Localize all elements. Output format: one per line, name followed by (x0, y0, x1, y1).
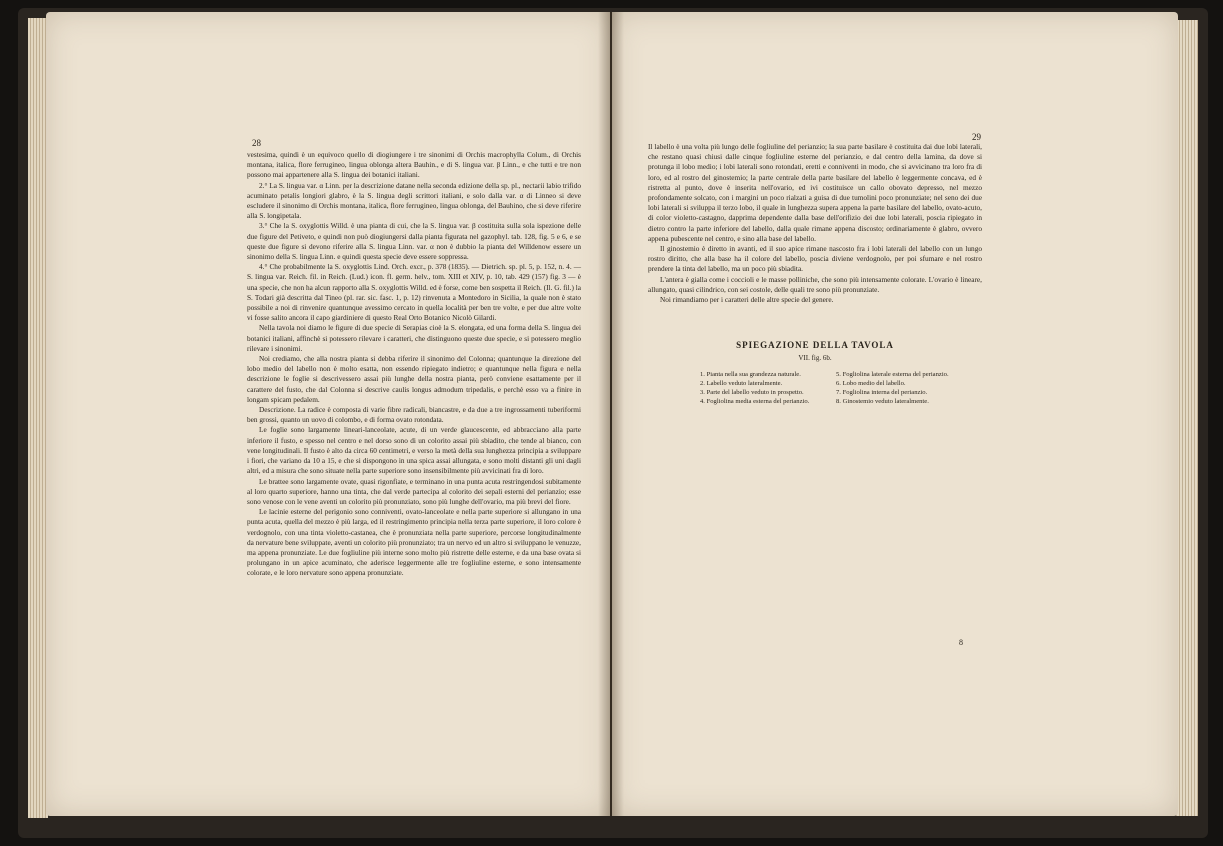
legend-item: 7. Fogliolina interna del perianzio. (836, 389, 928, 396)
right-page-edges (1176, 20, 1198, 816)
paragraph: L'antera è gialla come i coccioli e le masse polliniche, che sono più intensamente colorate. L'ovario è lineare, allungato, quasi cilindrico, con sei costole, delle quali tre sono più pronunziate. (648, 274, 982, 294)
paragraph: Le brattee sono largamente ovate, quasi rigonfiate, e terminano in una punta acuta restringendosi subitamente al loro quarto superiore, hanno una tinta, che dal verde partecipa al colorito dei sepali esterni del perianzio; esse sono venose con le vene aventi un colorito più pronunziato, sono più lunghe dell'ovario, ma più brevi del fiore. (247, 476, 581, 506)
left-page-number: 28 (252, 138, 261, 148)
right-page-number: 29 (972, 132, 981, 142)
paragraph: Noi crediamo, che alla nostra pianta si debba riferire il sinonimo del Colonna; quantunque la direzione del lobo medio del labello non è molto esatta, non essendo ripiegato indietro; e quantunque nella figura e nella descrizione le foglie si descrivessero assai più lunghe della nostra pianta, però conviene esattamente per il carattere del fusto, che dal Colonna si descrive caulis longus admodum tripedalis, e perchè esso va a finire in longam spicam pedalem. (247, 354, 581, 404)
left-page (46, 12, 610, 816)
signature-mark: 8 (959, 638, 963, 647)
book-gutter (598, 12, 624, 816)
paragraph: 3.° Che la S. oxyglottis Willd. è una pianta di cui, che la S. lingua var. β costituita sulla sola ispezione delle due figure del Petiveto, e quindi non può diogiungersi dalla pianta figurata nel gazophyl. tab. 128, fig. 5 e 6, e se queste due figure si devono riferire alla S. lingua Linn. var. α non è dubbio la pianta del Willdenow essere un sinonimo della S. lingua Linn. e quindi questa specie deve essere soppressa. (247, 221, 581, 262)
left-page-edges (28, 18, 48, 818)
plate-explanation (648, 340, 982, 410)
legend-item: 3. Parte del labello veduto in prospetto. (700, 389, 804, 396)
paragraph: 2.° La S. lingua var. α Linn. per la descrizione datane nella seconda edizione della sp. pl., nectarii labio trifido acuminato petalis longiori glabro, è la S. lingua degli scrittori italiani, e solo dalla var. α di Linneo si deve escludere il sinonimo di Orchis montana, italica, flore ferrugineo, lingua oblonga, del Bauhino, che si deve riferire alla S. longipetala. (247, 180, 581, 221)
paragraph: 4.° Che probabilmente la S. oxyglottis Lind. Orch. excr., p. 378 (1835). — Dietrich. sp. pl. 5, p. 152, n. 4. — S. lingua var. Reich. fil. in Reich. (Lud.) icon. fl. germ. helv., tom. XIII et XIV, p. 10, tab. 429 (157) fig. 3 — è una specie, che non ha alcun rapporto alla S. oxyglottis Willd. ed è forse, come ben sospetta il Reich. (Il. G. fil.) la S. Todari già descritta dal Tineo (pl. rar. sic. fasc. 1, p. 12) rinvenuta a Montedoro in Sicilia, la quale non è stato possibile a noi di rinvenire quantunque avessimo cercato in quella località per ben tre volte, e per due altre volte vi fosse salito ancora il capo giardiniere di questo Real Orto Botanico Nicolò Gilardi. (247, 262, 581, 323)
legend-item: 5. Fogliolina laterale esterna del perianzio. (836, 371, 949, 378)
paragraph: Descrizione. La radice è composta di varie fibre radicali, biancastre, e da due a tre ingrossamenti tuberiformi ben grossi, quanto un uovo di colombo, e di forma ovato rotondata. (247, 405, 581, 425)
plate-subheading: VII. fig. 6b. (798, 354, 832, 362)
paragraph: Noi rimandiamo per i caratteri delle altre specie del genere. (660, 295, 834, 305)
left-page-body (247, 150, 581, 579)
paragraph: vestesima, quindi è un equivoco quello di diogiungere i tre sinonimi di Orchis macrophylla Colum., di Orchis montana, italica, flore ferrugineo, lingua oblonga altera Bauhin., e di S. lingua var. β Linn., e che tutti e tre non possono mai appartenere alla S. lingua dei botanici italiani. (247, 150, 581, 180)
paragraph: Il labello è una volta più lungo delle fogliuline del perianzio; la sua parte basilare è costituita dai due lobi laterali, che restano quasi chiusi dalle cinque fogliuline esterne del perianzio, e dal centro della lamina, da dove si protunga il lobo medio; i lobi laterali sono rotondati, eretti e conniventi in modo, che si avvicinano tra loro fra di loro, ed al rostro del ginostemio; la parte centrale della parte basilare del labello è leggermente concava, ed è ristretta al punto, dove è inserita nell'ovario, ed ivi costituisce un callo obovato depresso, nel mezzo profondamente solcato, con i margini un poco rialzati a guisa di due tumolini poco pronunziate; nel seno dei due lobi laterali si sviluppa il terzo lobo, il quale in lunghezza supera appena la parte basilare del labello, ovato-acuto, di color violetto-castagno, dapprima dependente dalla base dell'orifizio dei due lobi laterali, poscia ripiegato in dietro contro la parte inferiore del labello, dalla quale rimane appena discosto; ordinariamente è glabro, ovvero appena pubescente nel centro, e sino alla base del labello. (648, 142, 982, 243)
right-page-body (648, 142, 982, 305)
legend-item: 2. Labello veduto lateralmente. (700, 380, 783, 387)
legend-item: 1. Pianta nella sua grandezza naturale. (700, 371, 801, 378)
paragraph: Le foglie sono largamente lineari-lanceolate, acute, di un verde glaucescente, ed abbracciano alla parte inferiore il fusto, e spesso nel centro e nel dorso sono di un colorito assai più sbiadito, che tende al bianco, con vene longitudinali. Il fusto è alto da circa 60 centimetri, e verso la metà della sua lunghezza principia a sviluppare i fiori, che variano da 10 a 15, e che si dispongono in una spica assai allungata, e sono molti distanti gli uni dagli altri, ed a misura che sono situate nella parte superiore sono insensibilmente più avvicinati fra di loro. (247, 425, 581, 476)
legend-right-column (836, 370, 949, 406)
paragraph: Nella tavola noi diamo le figure di due specie di Serapias cioè la S. elongata, ed una forma della S. lingua dei botanici italiani, affinchè si potessero rilevare i caratteri, che distinguono queste due specie, e si potessero meglio rilevare i sinonimi. (247, 323, 581, 353)
legend-left-column (700, 370, 809, 406)
plate-heading: SPIEGAZIONE DELLA TAVOLA (736, 340, 894, 350)
legend-item: 6. Lobo medio del labello. (836, 380, 906, 387)
legend-item: 8. Ginostemio veduto lateralmente. (836, 398, 929, 405)
paragraph: Le lacinie esterne del perigonio sono conniventi, ovato-lanceolate e nella parte superiore si allungano in una punta acuta, quella del mezzo è più larga, ed il restringimento principia nella terza parte superiore, il loro colore è verdognolo, con una tinta violetto-castanea, che è pronunziata nella parte superiore, percorse longitudinalmente da nervature bene sviluppate, aventi un colorito più pronunziato; tra un nervo ed un altro si sviluppano le venuzze, ma appena pronunziate. Le due fogliuline più interne sono molto più ristrette delle esterne, e da una base ovata si prolungano in un apice acuminato, che aderisce leggermente alle tre fogliuline esterne, e sono intensamente colorate, e le loro nervature sono appena pronunziate. (247, 507, 581, 578)
paragraph: Il ginostemio è diretto in avanti, ed il suo apice rimane nascosto fra i lobi laterali del labello con un lungo rostro diritto, che alla base ha il colore del labello, poscia diviene verdognolo, per poi sfumare e nel rostro prendere la tinta del labello, ma un poco più sbiadita. (648, 244, 982, 274)
right-page (612, 12, 1178, 816)
legend-item: 4. Fogliolina media esterna del perianzio. (700, 398, 810, 405)
